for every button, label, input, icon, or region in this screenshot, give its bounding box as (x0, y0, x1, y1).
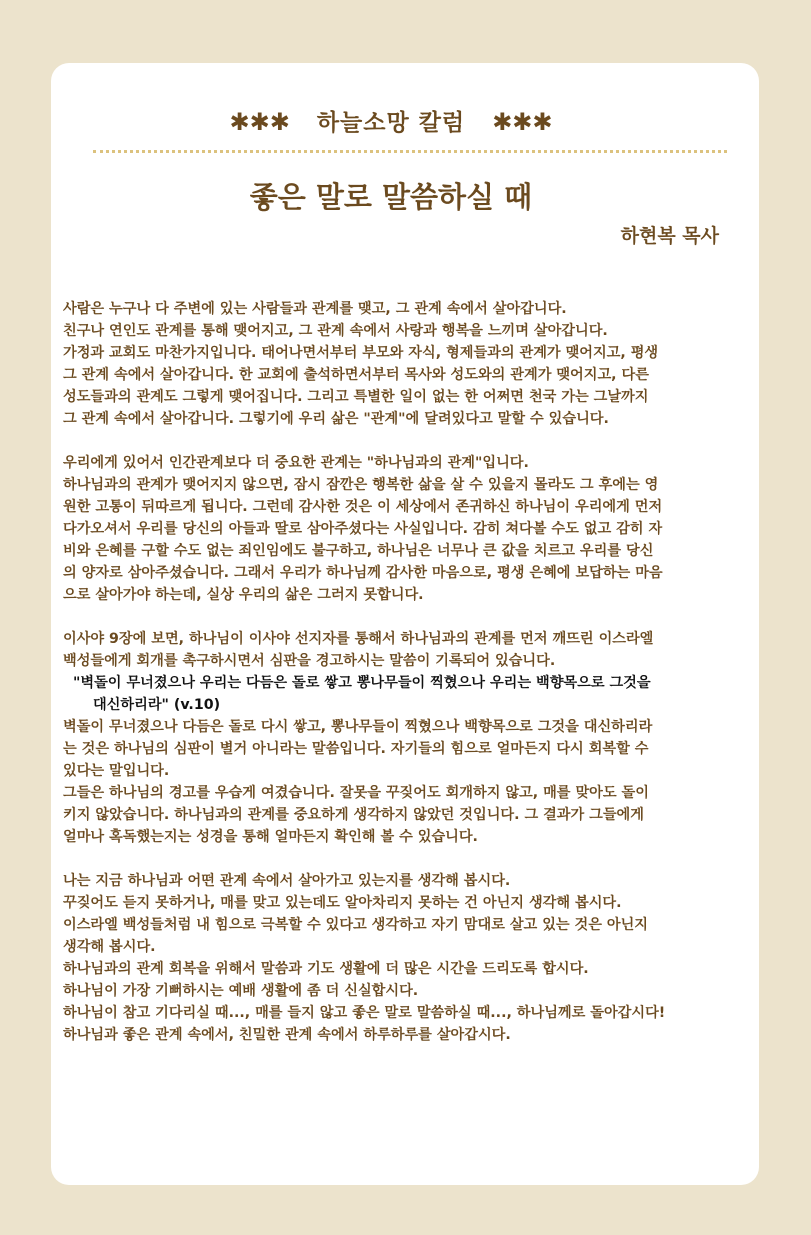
body-line: 친구나 연인도 관계를 통해 맺어지고, 그 관계 속에서 사랑과 행복을 느끼며 살아갑니다. (63, 323, 608, 339)
body-line: 는 것은 하나님의 심판이 별거 아니라는 말씀입니다. 자기들의 힘으로 얼마든지 다시 회복할 수 (63, 741, 649, 757)
body-line: 성도들과의 관계도 그렇게 맺어집니다. 그리고 특별한 일이 없는 한 어쩌면 천국 가는 그날까지 (63, 389, 649, 405)
scripture-quote-line: "벽돌이 무너졌으나 우리는 다듬은 돌로 쌓고 뽕나무들이 찍혔으나 우리는 백향목으로 그것을 (73, 675, 651, 691)
article-author: 하현복 목사 (620, 225, 719, 247)
body-line: 하나님과의 관계 회복을 위해서 말씀과 기도 생활에 더 많은 시간을 드리도록 합시다. (63, 961, 589, 977)
column-masthead (63, 105, 719, 140)
body-line: 비와 은혜를 구할 수도 없는 죄인임에도 불구하고, 하나님은 너무나 큰 값을 치르고 우리를 당신 (63, 543, 654, 559)
body-line: 그 관계 속에서 살아갑니다. 한 교회에 출석하면서부터 목사와 성도와의 관계가 맺어지고, 다른 (63, 367, 649, 383)
body-line: 벽돌이 무너졌으나 다듬은 돌로 다시 쌓고, 뽕나무들이 찍혔으나 백향목으로 그것을 대신하리라 (63, 719, 653, 735)
paragraph-gap (63, 848, 719, 870)
body-line: 백성들에게 회개를 촉구하시면서 심판을 경고하시는 말씀이 기록되어 있습니다. (63, 653, 556, 669)
body-line: 의 양자로 삼아주셨습니다. 그래서 우리가 하나님께 감사한 마음으로, 평생 은혜에 보답하는 마음 (63, 565, 663, 581)
body-line: 생각해 봅시다. (63, 939, 156, 955)
body-line: 얼마나 혹독했는지는 성경을 통해 얼마든지 확인해 볼 수 있습니다. (63, 829, 478, 845)
body-line: 이스라엘 백성들처럼 내 힘으로 극복할 수 있다고 생각하고 자기 맘대로 살고 있는 것은 아닌지 (63, 917, 649, 933)
scripture-quote (63, 672, 719, 716)
paragraph-gap (63, 606, 719, 628)
column-card (51, 63, 759, 1185)
column-name: 하늘소망 칼럼 (316, 110, 466, 136)
body-line: 그 관계 속에서 살아갑니다. 그렇기에 우리 삶은 "관계"에 달려있다고 말할 수 있습니다. (63, 411, 609, 427)
body-line: 있다는 말입니다. (63, 763, 170, 779)
dotted-divider (93, 150, 727, 153)
body-line: 우리에게 있어서 인간관계보다 더 중요한 관계는 "하나님과의 관계"입니다. (63, 455, 529, 471)
body-line: 그들은 하나님의 경고를 우습게 여겼습니다. 잘못을 꾸짖어도 회개하지 않고, 매를 맞아도 돌이 (63, 785, 649, 801)
body-line: 이사야 9장에 보면, 하나님이 이사야 선지자를 통해서 하나님과의 관계를 먼저 깨뜨린 이스라엘 (63, 631, 654, 647)
paragraph-gap (63, 430, 719, 452)
body-line: 나는 지금 하나님과 어떤 관계 속에서 살아가고 있는지를 생각해 봅시다. (63, 873, 511, 889)
body-line: 다가오셔서 우리를 당신의 아들과 딸로 삼아주셨다는 사실입니다. 감히 쳐다볼 수도 없고 감히 자 (63, 521, 663, 537)
body-line: 가정과 교회도 마찬가지입니다. 태어나면서부터 부모와 자식, 형제들과의 관계가 맺어지고, 평생 (63, 345, 659, 361)
body-line: 꾸짖어도 듣지 못하거나, 매를 맞고 있는데도 알아차리지 못하는 건 아닌지 생각해 봅시다. (63, 895, 622, 911)
body-line: 키지 않았습니다. 하나님과의 관계를 중요하게 생각하지 않았던 것입니다. 그 결과가 그들에게 (63, 807, 644, 823)
body-line: 하나님과 좋은 관계 속에서, 친밀한 관계 속에서 하루하루를 살아갑시다. (63, 1027, 511, 1043)
scripture-quote-line: 대신하리라" (v.10) (93, 697, 221, 713)
body-line: 하나님이 가장 기뻐하시는 예배 생활에 좀 더 신실합시다. (63, 983, 419, 999)
body-line: 하나님이 참고 기다리실 때..., 매를 들지 않고 좋은 말로 말씀하실 때..., 하나님께로 돌아갑시다! (63, 1005, 666, 1021)
body-line: 으로 살아가야 하는데, 실상 우리의 삶은 그러지 못합니다. (63, 587, 424, 603)
body-line: 원한 고통이 뒤따르게 됩니다. 그런데 감사한 것은 이 세상에서 존귀하신 하나님이 우리에게 먼저 (63, 499, 663, 515)
body-line: 하나님과의 관계가 맺어지지 않으면, 잠시 잠깐은 행복한 삶을 살 수 있을지 몰라도 그 후에는 영 (63, 477, 659, 493)
asterisk-right-icon: ✱✱✱ (492, 108, 553, 136)
article-body (63, 298, 719, 1046)
asterisk-left-icon: ✱✱✱ (229, 108, 290, 136)
article-title: 좋은 말로 말씀하실 때 (249, 180, 533, 214)
body-line: 사람은 누구나 다 주변에 있는 사람들과 관계를 맺고, 그 관계 속에서 살아갑니다. (63, 301, 567, 317)
